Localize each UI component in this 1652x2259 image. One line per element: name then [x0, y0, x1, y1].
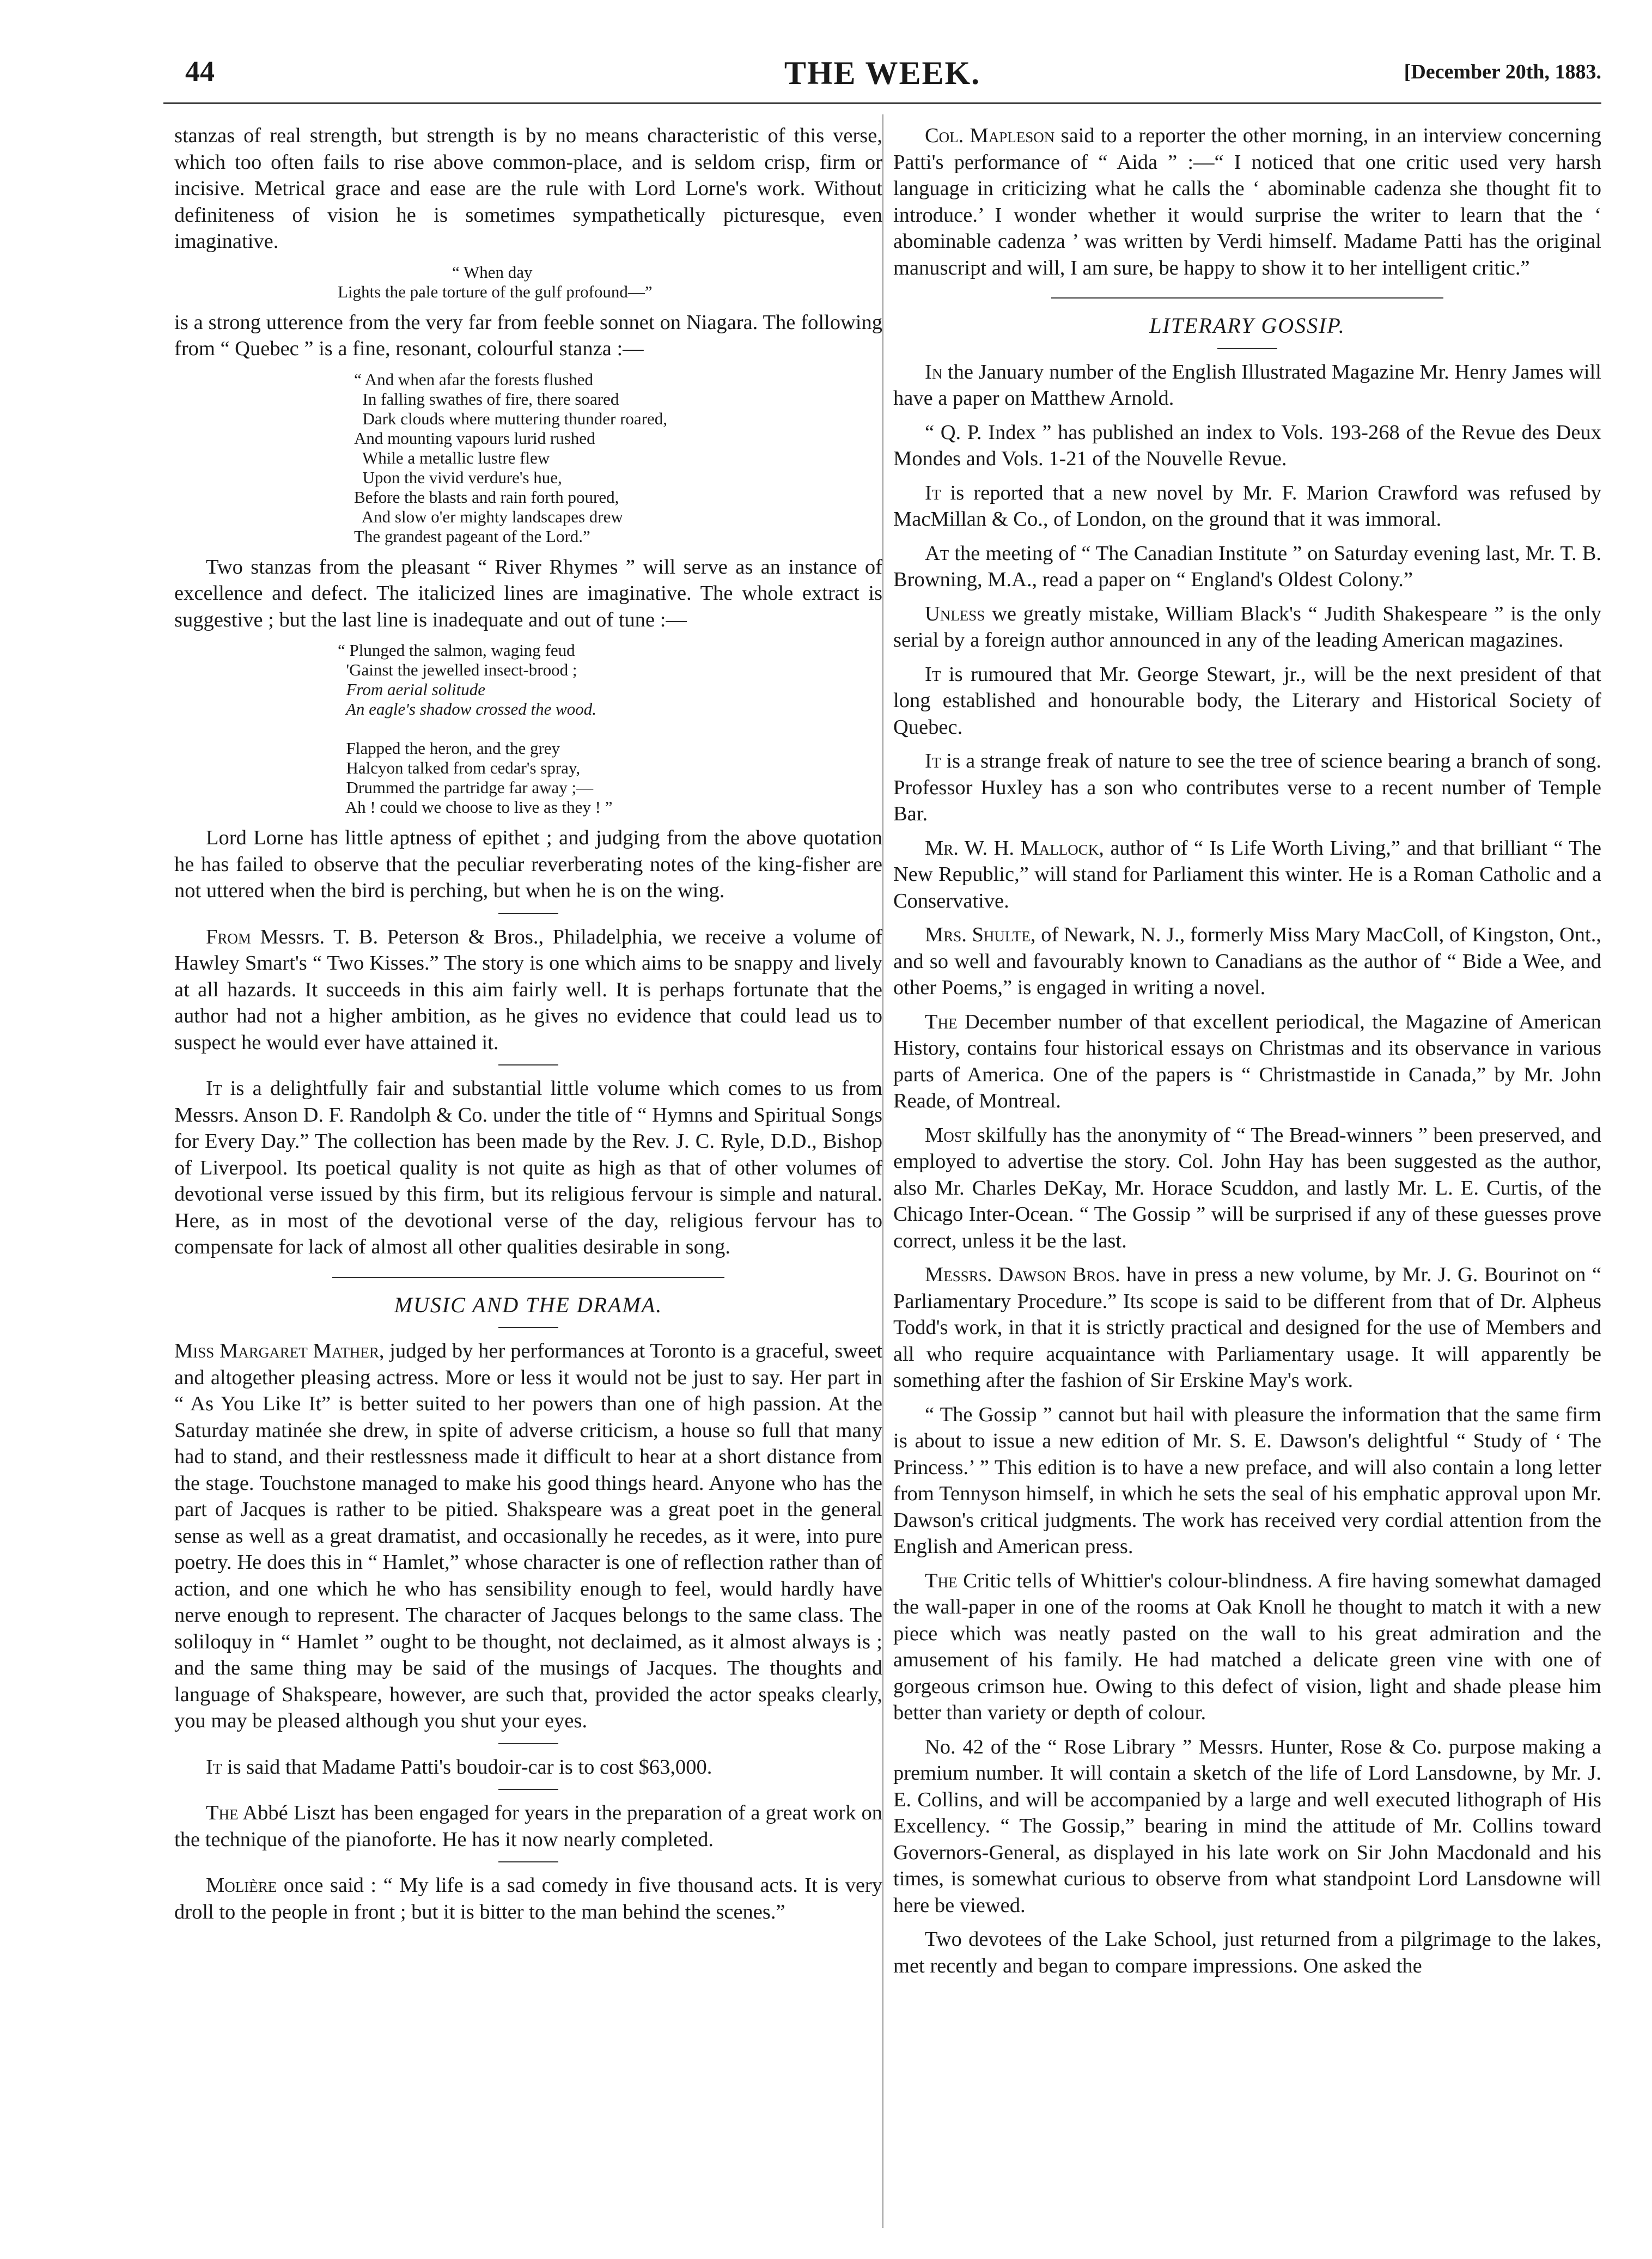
- separator: [498, 913, 558, 914]
- paragraph-text: Abbé Liszt has been engaged for years in the preparation of a great work on the technique of the pianoforte. He has it now nearly completed.: [174, 1801, 882, 1851]
- verse-line: Flapped the heron, and the grey: [338, 739, 560, 758]
- paragraph: is a strong utterence from the very far from feeble sonnet on Niagara. The following from “ Quebec ” is a fine, resonant, colourful stanza :—: [174, 310, 882, 360]
- verse-line: In falling swathes of fire, there soared: [354, 389, 619, 409]
- paragraph: [174, 1754, 882, 1781]
- lead-word: From: [206, 925, 251, 948]
- verse-quote: [174, 263, 882, 302]
- lead-word: In: [925, 360, 943, 383]
- lead-word: It: [925, 481, 941, 504]
- lead-word: Molière: [206, 1874, 277, 1897]
- paragraph-text: have in press a new volume, by Mr. J. G. Bourinot on “ Parliamentary Procedure.” Its scope is said to be different from that of Dr. Alpheus Todd's work, in that it is strictly practical and designed for the use of Members and all who require acquaintance with Parliamentary usage. It will apparently be something after the fashion of Sir Erskine May's work.: [893, 1263, 1602, 1392]
- paragraph-text: is said that Madame Patti's boudoir-car is to cost $63,000.: [222, 1755, 712, 1779]
- paragraph-text: once said : “ My life is a sad comedy in five thousand acts. It is very droll to the people in front ; but it is bitter to the man behind the scenes.”: [174, 1874, 882, 1923]
- verse-line: “ When day: [452, 262, 533, 282]
- verse-line: Halcyon talked from cedar's spray,: [338, 758, 581, 777]
- paragraph-text: the meeting of “ The Canadian Institute ” on Saturday evening last, Mr. T. B. Browning, M.A., read a paper on “ England's Oldest Colony.”: [893, 541, 1601, 591]
- left-column: [174, 123, 882, 1933]
- lead-word: The: [206, 1801, 239, 1824]
- paragraph: [893, 1122, 1601, 1255]
- issue-date: [December 20th, 1883.: [1404, 60, 1601, 83]
- paragraph-text: is a strange freak of nature to see the tree of science bearing a branch of song. Professor Huxley has a son who contributes verse to a recent number of Temple Bar.: [893, 750, 1601, 825]
- paragraph-text: judged by her performances at Toronto is a graceful, sweet and altogether pleasing actress. More or less it would not be just to say. Her part in “ As You Like It” is better suited to her powers than one of high passion. At the Saturday matinée she drew, in spite of adverse criticism, a house so full that many had to stand, and their restlessness made it difficult to hear at a short distance from the stage. Touchstone managed to make his good things heard. Anyone who has the part of Jacques is rather to be pitied. Shakspeare was a great poet in the general sense as well as a great dramatist, and occasionally he recedes, as it were, into pure poetry. He does this in “ Hamlet,” whose character is one of reflection rather than of action, and one which he who has sensibility enough to feel, would hardly have nerve enough to represent. The character of Jacques belongs to the same class. The soliloquy in “ Hamlet ” ought to be thought, not declaimed, as it almost always is ; and the same thing may be said of the musings of Jacques. The thoughts and language of Shakspeare, however, are such that, provided the actor speaks clearly, you may be pleased although you shut your eyes.: [174, 1339, 883, 1732]
- paragraph: “ Q. P. Index ” has published an index to Vols. 193-268 of the Revue des Deux Mondes and Vols. 1-21 of the Nouvelle Revue.: [893, 421, 1601, 470]
- verse-line: Before the blasts and rain forth poured,: [354, 487, 619, 507]
- paragraph: [893, 359, 1601, 412]
- page-number: 44: [185, 55, 215, 88]
- lead-word: Unless: [925, 602, 985, 625]
- paragraph: No. 42 of the “ Rose Library ” Messrs. Hunter, Rose & Co. purpose making a premium number. It will contain a sketch of the life of Lord Lansdowne, by Mr. J. E. Collins, and will be accompanied by a large and well executed lithograph of His Excellency. “ The Gossip,” bearing in mind the attitude of Mr. Collins toward Governors-General, as displayed in his late work on Sir John Macdonald and his times, is somewhat curious to observe from what standpoint Lord Lansdowne will here be viewed.: [893, 1735, 1601, 1917]
- paragraph-text: Critic tells of Whittier's colour-blindness. A fire having somewhat damaged the wall-paper in one of the rooms at Oak Knoll he thought to match it with a new piece which was neatly pasted on the wall to his great admiration and the amusement of his family. He had matched a delicate green vine with one of gorgeous crimson hue. Owing to this defect of vision, light and shade please him better than variety or depth of colour.: [893, 1569, 1601, 1724]
- separator: [498, 1743, 558, 1744]
- verse-line: An eagle's shadow crossed the wood.: [338, 699, 597, 719]
- lead-word: Mr. W. H. Mallock,: [925, 836, 1104, 860]
- verse-line: Drummed the partridge far away ;—: [338, 778, 594, 797]
- paragraph: [174, 924, 882, 1056]
- verse-line: “ And when afar the forests flushed: [354, 369, 594, 389]
- verse-quote: [174, 641, 882, 817]
- paragraph: [893, 540, 1601, 593]
- lead-word: It: [925, 662, 941, 686]
- lead-word: Most: [925, 1123, 972, 1147]
- lead-word: Miss Margaret Mather,: [174, 1339, 385, 1362]
- paragraph-text: we greatly mistake, William Black's “ Judith Shakespeare ” is the only serial by a foreign author announced in any of the leading American magazines.: [893, 602, 1601, 651]
- verse-line: While a metallic lustre flew: [354, 448, 550, 467]
- lead-word: Col. Mapleson: [925, 124, 1055, 147]
- paragraph-text: is reported that a new novel by Mr. F. Marion Crawford was refused by MacMillan & Co., of London, on the ground that it was immoral.: [893, 481, 1601, 531]
- verse-line: And mounting vapours lurid rushed: [354, 428, 595, 448]
- lead-word: The: [925, 1010, 958, 1033]
- separator: [498, 1064, 558, 1065]
- paragraph: [893, 1262, 1601, 1394]
- paragraph: [174, 1075, 882, 1261]
- paragraph: stanzas of real strength, but strength is by no means characteristic of this verse, which too often fails to rise above common-place, and is seldom crisp, firm or incisive. Metrical grace and ease are the rule with Lord Lorne's work. Without definiteness of vision he is sometimes sympathetically picturesque, even imaginative.: [174, 124, 882, 253]
- lead-word: The: [925, 1569, 958, 1592]
- paragraph-text: said to a reporter the other morning, in an interview concerning Patti's performance of “ Aida ” :—“ I noticed that one critic used very harsh language in criticizing what he calls the ‘ abominable cadenza she thought fit to introduce.’ I wonder whether it would surprise the writer to learn that the ‘ abominable cadenza ’ was written by Verdi himself. Madame Patti has the original manuscript and will, I am sure, be happy to show it to her intelligent critic.”: [893, 124, 1601, 279]
- verse-line: Dark clouds where muttering thunder roared,: [354, 409, 668, 428]
- column-divider: [882, 114, 883, 2228]
- paragraph-text: skilfully has the anonymity of “ The Bread-winners ” been preserved, and employed to advertise the story. Col. John Hay has been suggested as the author, also Mr. Charles DeKay, Mr. Horace Scuddon, and lastly Mr. L. E. Curtis, of the Chicago Inter-Ocean. “ The Gossip ” will be surprised if any of these guesses prove correct, unless it be the last.: [893, 1123, 1601, 1252]
- verse-line: “ Plunged the salmon, waging feud: [338, 641, 575, 660]
- verse-line: [338, 719, 882, 739]
- verse-line: From aerial solitude: [338, 680, 485, 699]
- separator: [498, 1789, 558, 1790]
- paragraph-text: author of “ Is Life Worth Living,” and that brilliant “ The New Republic,” will stand for Parliament this winter. He is a Roman Catholic and a Conservative.: [893, 836, 1601, 912]
- section-heading: MUSIC AND THE DRAMA.: [394, 1292, 663, 1317]
- paragraph: Lord Lorne has little aptness of epithet ; and judging from the above quotation he has failed to observe that the peculiar reverberating notes of the king-fisher are not uttered when the bird is perching, but when he is on the wing.: [174, 826, 882, 902]
- section-heading: LITERARY GOSSIP.: [1149, 313, 1345, 338]
- paragraph-text: the January number of the English Illustrated Magazine Mr. Henry James will have a paper on Matthew Arnold.: [893, 360, 1601, 410]
- section-rule: [332, 1277, 724, 1278]
- paragraph: [174, 1800, 882, 1853]
- verse-line: Upon the vivid verdure's hue,: [354, 467, 562, 487]
- verse-line: 'Gainst the jewelled insect-brood ;: [338, 660, 577, 679]
- verse-lines: [174, 719, 882, 817]
- lead-word: It: [206, 1077, 222, 1100]
- paragraph: [893, 123, 1601, 281]
- paragraph-text: Messrs. T. B. Peterson & Bros., Philadelphia, we receive a volume of Hawley Smart's “ Two Kisses.” The story is one which aims to be snappy and lively at all hazards. It succeeds in this aim fairly well. It is perhaps fortunate that the author had not a higher ambition, as he gives no evidence that could lead us to suspect he would ever have attained it.: [174, 925, 882, 1054]
- right-column: [893, 123, 1601, 1987]
- paragraph: [893, 922, 1601, 1001]
- paragraph-text: is a delightfully fair and substantial little volume which comes to us from Messrs. Anson D. F. Randolph & Co. under the title of “ Hymns and Spiritual Songs for Every Day.” The collection has been made by the Rev. J. C. Ryle, D.D., Bishop of Liverpool. Its poetical quality is not quite as high as that of other volumes of devotional verse issued by this firm, but its religious fervour is simple and natural. Here, as in most of the devotional verse of the day, religious fervour has to compensate for lack of almost all other qualities desirable in song.: [174, 1077, 882, 1258]
- paragraph: [174, 1872, 882, 1925]
- paragraph: [893, 480, 1601, 533]
- verse-line: The grandest pageant of the Lord.”: [354, 526, 590, 546]
- paragraph-text: of Newark, N. J., formerly Miss Mary MacColl, of Kingston, Ont., and so well and favourably known to Canadians as the author of “ Bide a Wee, and other Poems,” is engaged in writing a novel.: [893, 923, 1602, 999]
- section-rule: [1051, 297, 1443, 299]
- paragraph: Two stanzas from the pleasant “ River Rhymes ” will serve as an instance of excellence and defect. The italicized lines are imaginative. The whole extract is suggestive ; but the last line is inadequate and out of tune :—: [174, 555, 882, 631]
- lead-word: Messrs. Dawson Bros.: [925, 1263, 1120, 1286]
- page-header: [163, 54, 1601, 103]
- paragraph: [893, 601, 1601, 654]
- verse-line: And slow o'er mighty landscapes drew: [354, 507, 623, 526]
- lead-word: It: [206, 1755, 222, 1779]
- masthead-title: THE WEEK.: [784, 55, 981, 91]
- separator: [1217, 348, 1277, 349]
- paragraph: [174, 1338, 882, 1734]
- paragraph: [893, 1009, 1601, 1115]
- paragraph: [893, 1568, 1601, 1726]
- lead-word: At: [925, 541, 949, 565]
- header-rule: [163, 102, 1601, 104]
- paragraph-text: is rumoured that Mr. George Stewart, jr., will be the next president of that long established and honourable body, the Literary and Historical Society of Quebec.: [893, 662, 1601, 739]
- paragraph-text: December number of that excellent periodical, the Magazine of American History, contains four historical essays on Christmas and its observance in various parts of America. One of the papers is “ Christmastide in Canada,” by Mr. John Reade, of Montreal.: [893, 1010, 1601, 1112]
- paragraph: Two devotees of the Lake School, just returned from a pilgrimage to the lakes, met recently and began to compare impressions. One asked the: [893, 1928, 1601, 1977]
- paragraph: [893, 748, 1601, 827]
- verse-line: Ah ! could we choose to live as they ! ”: [338, 797, 613, 817]
- paragraph: [893, 661, 1601, 741]
- paragraph: “ The Gossip ” cannot but hail with pleasure the information that the same firm is about to issue a new edition of Mr. S. E. Dawson's delightful “ Study of ‘ The Princess.’ ” This edition is to have a new preface, and will also contain a long letter from Tennyson himself, in which he sets the seal of his emphatic approval upon Mr. Dawson's critical judgments. The work has received very cordial attention from the English and American press.: [893, 1403, 1601, 1558]
- verse-lines: [174, 641, 882, 680]
- lead-word: Mrs. Shulte,: [925, 923, 1036, 946]
- verse-quote: [174, 370, 882, 546]
- separator: [498, 1861, 558, 1862]
- verse-line: Lights the pale torture of the gulf profound—”: [338, 282, 653, 301]
- lead-word: It: [925, 750, 941, 772]
- paragraph: [893, 835, 1601, 915]
- separator: [498, 1327, 558, 1328]
- verse-lines-italic: [174, 680, 882, 719]
